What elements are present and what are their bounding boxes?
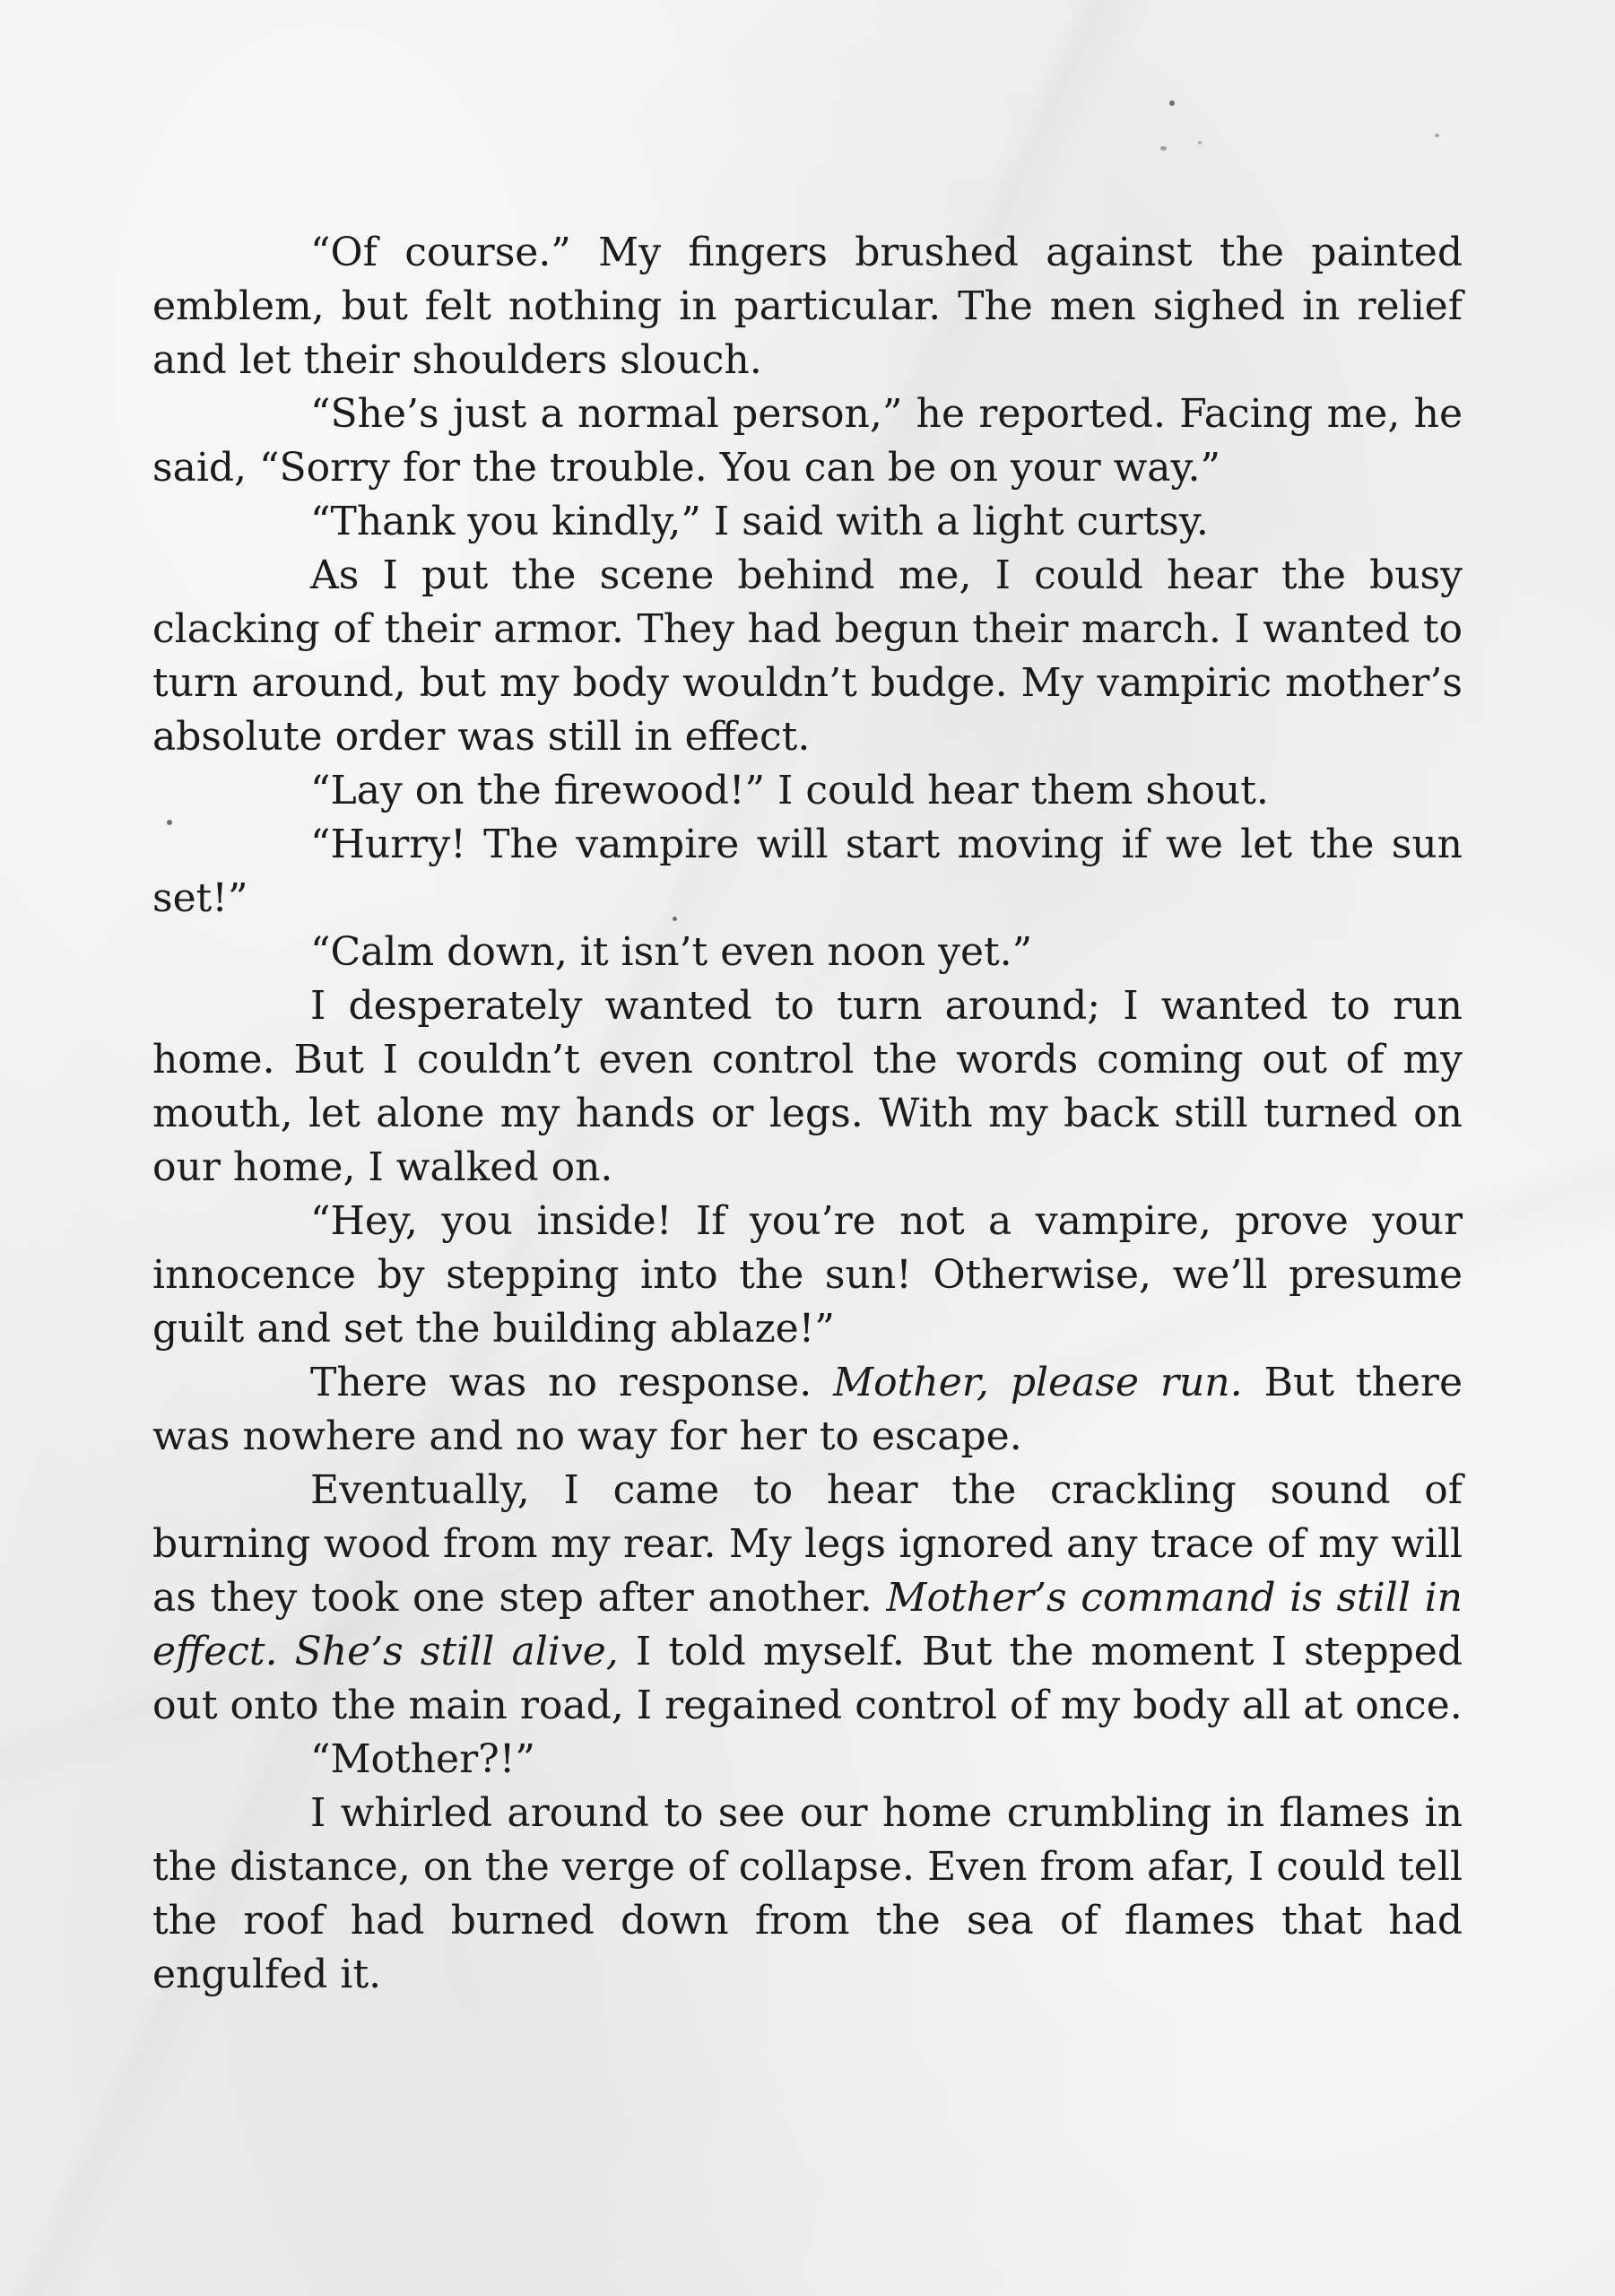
paper-speck (1198, 141, 1202, 144)
paragraph (152, 1464, 1463, 1733)
paragraph (152, 1356, 1463, 1464)
paragraph: As I put the scene behind me, I could hear the busy clacking of their armor. They had begun their march. I wanted to turn around, but my body wouldn’t budge. My vampiric mother’s absolute order was still in effect. (152, 552, 1463, 760)
paragraph-text: I told myself. But the moment I stepped out onto the main road, I regained control of my body all at once. (152, 1629, 1463, 1728)
paragraph: “Thank you kindly,” I said with a light curtsy. (310, 499, 1209, 544)
paragraph: “Of course.” My fingers brushed against the painted emblem, but felt nothing in particular. The men sighed in relief and let their shoulders slouch. (152, 230, 1463, 383)
paragraph: “She’s just a normal person,” he reported. Facing me, he said, “Sorry for the trouble. You can be on your way.” (152, 391, 1463, 491)
paragraph-text: There was no response. (310, 1360, 834, 1405)
paragraph: “Lay on the firewood!” I could hear them shout. (310, 768, 1269, 813)
paragraph: I whirled around to see our home crumbling in flames in the distance, on the verge of collapse. Even from afar, I could tell the roof had burned down from the sea of flames that had engulfed it. (152, 1790, 1463, 1997)
italic-thought: Mother’s command is still in effect. She’s still alive, (152, 1575, 1463, 1674)
paper-speck (1435, 134, 1439, 137)
italic-thought: Mother, please run. (833, 1360, 1243, 1405)
paragraph: “Mother?!” (310, 1736, 535, 1782)
paragraph-text: Eventually, I came to hear the crackling sound of burning wood from my rear. My legs ignored any trace of my will as they took one step after another. (152, 1467, 1463, 1621)
paragraph: “Hey, you inside! If you’re not a vampire, prove your innocence by stepping into the sun! Otherwise, we’ll presume guilt and set the building ablaze!” (152, 1198, 1463, 1352)
paper-speck (1169, 100, 1175, 106)
paragraph: “Hurry! The vampire will start moving if we let the sun set!” (152, 822, 1463, 921)
paragraph: I desperately wanted to turn around; I wanted to run home. But I couldn’t even control the words coming out of my mouth, let alone my hands or legs. With my back still turned on our home, I walked on. (152, 983, 1463, 1190)
page-body (152, 226, 1463, 2002)
paragraph-text: But there was nowhere and no way for her to escape. (152, 1360, 1463, 1459)
paragraph: “Calm down, it isn’t even noon yet.” (310, 929, 1033, 975)
paper-speck (1160, 146, 1167, 151)
